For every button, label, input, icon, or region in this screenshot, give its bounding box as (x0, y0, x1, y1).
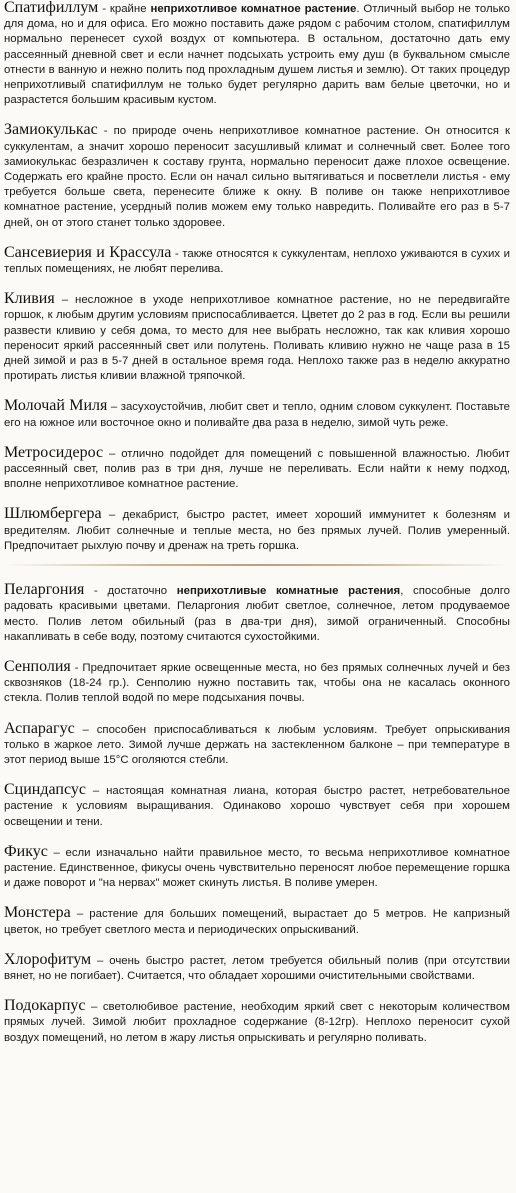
entry-title: Метросидерос (4, 443, 104, 461)
entry-text: – если изначально найти правильное место, то весьма неприхотливое комнатное растение. Единственное, фикусы очень чувствительно переносят любое перемещение горшка и даже поворот и "на нервах" может скинуть листья. В поливе умерен. (4, 846, 510, 890)
entry-text: - крайне (98, 3, 151, 15)
plant-list-part-2 (4, 582, 510, 1046)
entry-text: - достаточно (84, 585, 177, 598)
entry-zamioculcas (4, 122, 510, 230)
entry-clivia (4, 291, 510, 384)
plant-list-part-1 (4, 0, 510, 554)
entry-title: Сансевиерия и Крассула (4, 243, 172, 261)
section-divider (4, 564, 510, 566)
entry-text: – декабрист, быстро растет, имеет хороший иммунитет к болезням и вредителям. Любит солнечные и теплые места, но без прямых лучей. Полив умеренный. Предпочитает рыхлую почву и дренаж на треть горшка. (4, 509, 510, 552)
entry-schlumbergera (4, 506, 510, 554)
entry-title: Сенполия (4, 657, 71, 675)
entry-text: – настоящая комнатная лиана, которая быстро растет, нетребовательное растение к условиям выращивания. Одинаково хорошо чувствует себя при хорошем освещении и тени. (4, 785, 510, 828)
entry-saintpaulia (4, 659, 510, 707)
entry-asparagus (4, 721, 510, 769)
entry-title: Хлорофитум (4, 950, 92, 968)
entry-title: Монстера (4, 904, 71, 922)
entry-title: Спатифиллум (4, 0, 99, 16)
entry-title: Сциндапсус (4, 781, 86, 799)
entry-monstera (4, 905, 510, 937)
entry-text: , способные долго радовать красивыми цветами. Пеларгония любит светлое, солнечное, летом продуваемое место. Полив летом обильный (раз в два-три дня), зимой ограниченный. Способны накапливать в себе воду, поэтому считаются сухостойкими. (4, 585, 511, 643)
entry-text: - по природе очень неприхотливое комнатное растение. Он относится к суккулентам, а значит хорошо переносит засушливый климат и солнечный свет. Более того замиокулькас безразличен к составу грунта, нормально переносит даже плохое освещение. Содержать его крайне просто. Если он начал сильно вытягиваться и посветлели листья - ему требуется больше света, перенесите ближе к окну. В поливе он также неприхотливое комнатное растение, усердный полив можем ему только навредить. Поливайте его раз в 5-7 дней, он от этого станет только здоровее. (4, 125, 510, 229)
entry-title: Подокарпус (4, 997, 86, 1015)
entry-title: Молочай Миля (4, 397, 108, 415)
entry-text: – очень быстро растет, летом требуется обильный полив (при отсутствии вянет, но не погибает). Считается, что обладает хорошими очистительными свойствами. (4, 954, 510, 982)
entry-title: Фикус (4, 842, 48, 860)
entry-text: – способен приспосабливаться к любым условиям. Требует опрыскивания только в жаркое лето. Зимой лучше держать на застекленном балконе – при температуре в этот период выше 15°C оголяются стебли. (4, 723, 510, 766)
entry-text: . Отличный выбор не только для дома, но и для офиса. Его можно поставить даже рядом с рабочим столом, спатифиллум нормально перенесет сухой воздух от компьютера. В остальном, достаточно дать ему рассеянный дневной свет и если начнет подсыхать устроить ему душ (в буквальном смысле отнести в ванную и нежно полить под прохладным душем листья и землю). От таких процедур неприхотливый спатифиллум не только будет регулярно дарить вам белые цветочки, но и разрастется большим красивым кустом. (4, 3, 510, 107)
entry-podocarpus (4, 998, 510, 1046)
entry-text: - Предпочитает яркие освещенные места, но без прямых солнечных лучей и без сквозняков (18-24 гр.). Сенполию нужно поставить так, чтобы она не касалась оконного стекла. Полив теплой водой по мере подсыхания почвы. (4, 661, 510, 705)
entry-highlight: неприхотливые комнатные растения (176, 585, 401, 598)
entry-title: Кливия (4, 290, 55, 308)
entry-title: Аспарагус (4, 719, 75, 737)
entry-euphorbia-milii (4, 398, 510, 430)
entry-highlight: неприхотливое комнатное растение (150, 3, 357, 15)
entry-sansevieria-crassula (4, 245, 510, 277)
entry-metrosideros (4, 445, 510, 493)
entry-title: Пеларгония (4, 581, 85, 599)
entry-text: – несложное в уходе неприхотливое комнатное растение, но не передвигайте горшок, к любым другим условиям приспосабливается. Цветет до 2 раз в год. Если вы решили развести кливию у себя дома, то место для нее выбрать несложно, так как кливия хорошо переносит яркий рассеянный свет или полутень. Поливать кливию нужно не чаще раза в 15 дней зимой и раз в 5-7 дней в остальное время года. Неплохо также раз в неделю аккуратно протирать листья кливии влажной тряпочкой. (4, 294, 510, 383)
entry-text: – светолюбивое растение, необходим яркий свет с некоторым количеством прямых лучей. Зимой любит прохладное содержание (8-12гр). Неплохо переносит сухой воздух помещений, но летом в жару листья опрыскивать и регулярно поливать. (4, 1001, 510, 1044)
entry-text: – растение для больших помещений, вырастает до 5 метров. Не капризный цветок, но требует светлого места и периодических опрыскиваний. (4, 908, 510, 936)
entry-text: - также относятся к суккулентам, неплохо уживаются в сухих и теплых помещениях, не любят перелива. (4, 247, 510, 276)
entry-title: Шлюмбергера (4, 505, 102, 523)
entry-scindapsus (4, 782, 510, 830)
entry-text: – засухоустойчив, любит свет и тепло, одним словом суккулент. Поставьте его на южное или восточное окно и поливайте два раза в неделю, зимой чуть реже. (4, 401, 511, 429)
entry-ficus (4, 844, 510, 892)
entry-pelargonium (4, 582, 510, 645)
entry-chlorophytum (4, 952, 510, 984)
entry-spathiphyllum (4, 0, 510, 108)
entry-title: Замиокулькас (4, 121, 98, 139)
entry-text: – отлично подойдет для помещений с повышенной влажностью. Любит рассеянный свет, полив раз в три дня, лучше не переливать. Если найти к нему подход, вполне неприхотливое комнатное растение. (4, 447, 510, 491)
